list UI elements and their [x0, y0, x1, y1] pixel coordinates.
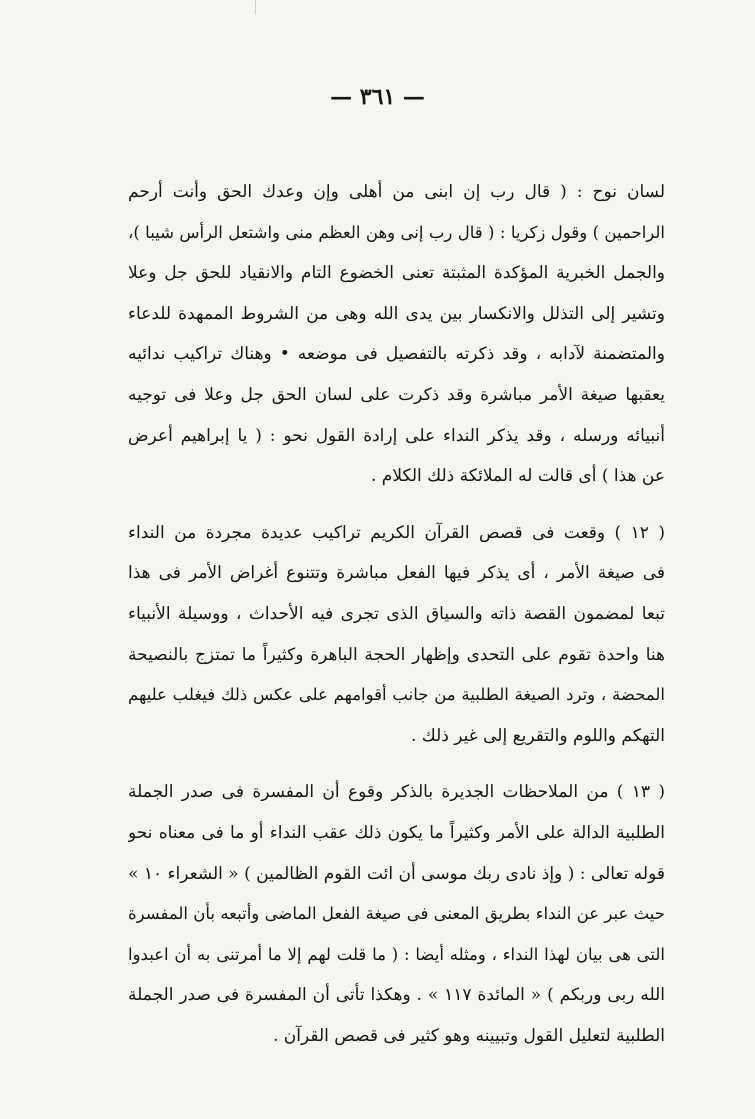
text-line: ( ١٢ ) وقعت فى قصص القرآن الكريم تراكيب عديدة مجردة من النداء: [128, 522, 665, 543]
paragraph-gap: [128, 756, 665, 772]
text-line: لسان نوح : ( قال رب إن ابنى من أهلى وإن وعدك الحق وأنت أرحم: [128, 182, 665, 202]
text-line: الطلبية الدالة على الأمر وكثيراً ما يكون ذلك عقب النداء أو ما فى معناه نحو: [128, 822, 665, 843]
paragraph-gap: [128, 497, 665, 513]
text-line: يعقبها صيغة الأمر مباشرة وقد ذكرت على لسان الحق جل وعلا فى توجيه: [128, 384, 665, 405]
text-line: هنا واحدة تقوم على التحدى وإظهار الحجة الباهرة وكثيراً ما تمتزج بالنصيحة: [128, 644, 665, 665]
text-line: قوله تعالى : ( وإذ نادى ربك موسى أن ائت القوم الظالمين ) « الشعراء ١٠ »: [128, 863, 665, 884]
scan-artifact: [255, 0, 256, 14]
text-line: حيث عبر عن النداء بطريق المعنى فى صيغة الفعل الماضى وأتبعه بأن المفسرة: [128, 904, 665, 924]
text-line: عن هذا ) أى قالت له الملائكة ذلك الكلام .: [370, 466, 665, 487]
text-line: والمتضمنة لآدابه ، وقد ذكرته بالتفصيل فى موضعه • وهناك تراكيب ندائيه: [128, 344, 665, 365]
paragraph: [128, 513, 665, 757]
text-line: تبعا لمضمون القصة ذاته والسياق الذى تجرى فيه الأحداث ، ووسيلة الأنبياء: [128, 603, 665, 624]
text-line: فى صيغة الأمر ، أى يذكر فيها الفعل مباشرة وتتنوع أغراض الأمر فى هذا: [128, 563, 665, 584]
paragraph: [128, 772, 665, 1056]
page-body: [128, 172, 665, 1056]
paragraph: [128, 172, 665, 497]
text-line: التهكم واللوم والتقريع إلى غير ذلك .: [411, 725, 665, 746]
text-line: أنبيائه ورسله ، وقد يذكر النداء على إرادة القول نحو : ( يا إبراهيم أعرض: [128, 425, 665, 446]
text-line: الراحمين ) وقول زكريا : ( قال رب إنى وهن العظم منى واشتعل الرأس شيبا )،: [128, 222, 665, 242]
page-number: — ٣٦١ —: [330, 84, 425, 110]
text-line: والجمل الخبرية المؤكدة المثبتة تعنى الخضوع التام والانقياد للحق جل وعلا: [128, 263, 665, 284]
text-line: وتشير إلى التذلل والانكسار بين يدى الله وهى من الشروط الممهدة للدعاء: [128, 303, 665, 324]
text-line: الطلبية لتعليل القول وتبيينه وهو كثير فى قصص القرآن .: [272, 1025, 665, 1046]
text-line: ( ١٣ ) من الملاحظات الجديرة بالذكر وقوع أن المفسرة فى صدر الجملة: [128, 782, 665, 803]
text-line: التى هى بيان لهذا النداء ، ومثله أيضا : ( ما قلت لهم إلا ما أمرتنى به أن اعبدوا: [128, 944, 665, 964]
text-line: المحضة ، وترد الصيغة الطلبية من جانب أقوامهم على عكس ذلك فيغلب عليهم: [128, 685, 665, 705]
text-line: الله ربى وربكم ) « المائدة ١١٧ » . وهكذا تأتى أن المفسرة فى صدر الجملة: [128, 985, 665, 1006]
